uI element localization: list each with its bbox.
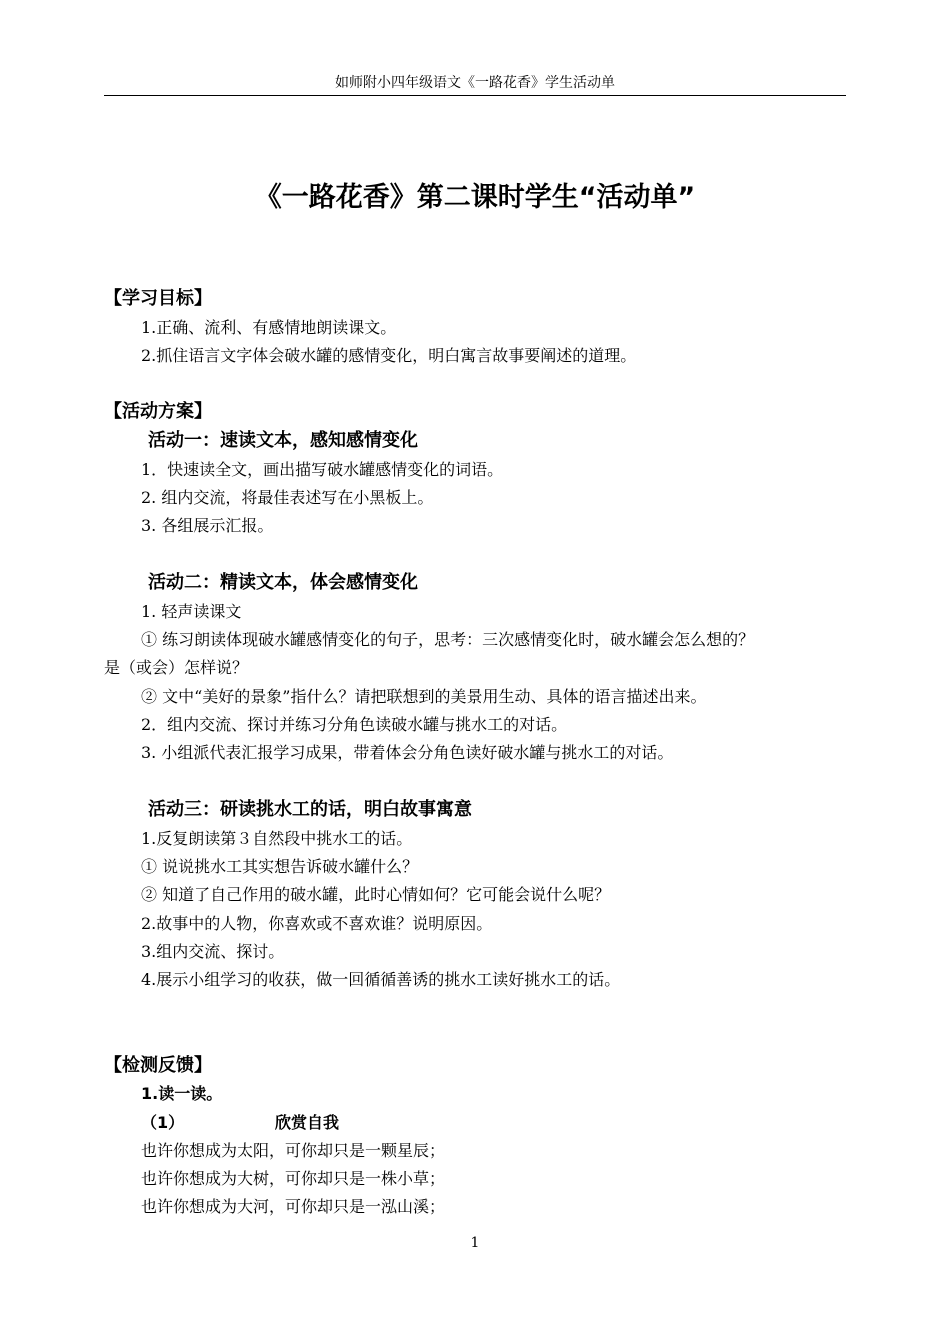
activity2-line: 2．组内交流、探讨并练习分角色读破水罐与挑水工的对话。: [141, 715, 568, 734]
activity3-title: 活动三：研读挑水工的话，明白故事寓意: [148, 799, 472, 820]
poem-line: 也许你想成为大河，可你却只是一泓山溪；: [141, 1197, 446, 1216]
document-title: 《一路花香》第二课时学生“活动单”: [254, 182, 696, 213]
activity1-line: 2. 组内交流，将最佳表述写在小黑板上。: [141, 488, 434, 507]
poem-title: 欣赏自我: [275, 1113, 340, 1132]
poem-number: （1）: [141, 1113, 185, 1132]
feedback-item-1: 1.读一读。: [141, 1084, 223, 1103]
activity3-line: ① 说说挑水工其实想告诉破水罐什么？: [141, 857, 419, 876]
activity1-line: 1．快速读全文，画出描写破水罐感情变化的词语。: [141, 460, 504, 479]
goal-item: 1.正确、流利、有感情地朗读课文。: [141, 318, 397, 337]
section-heading-feedback: 【检测反馈】: [104, 1055, 212, 1076]
activity2-line: ① 练习朗读体现破水罐感情变化的句子，思考：三次感情变化时，破水罐会怎么想的？: [141, 630, 755, 649]
activity3-line: 2.故事中的人物，你喜欢或不喜欢谁？说明原因。: [141, 914, 493, 933]
activity2-title: 活动二：精读文本，体会感情变化: [148, 572, 418, 593]
activity2-line: ② 文中“美好的景象”指什么？请把联想到的美景用生动、具体的语言描述出来。: [141, 687, 707, 706]
activity2-line: 1. 轻声读课文: [141, 602, 242, 621]
page-number: 1: [470, 1235, 480, 1251]
activity2-line: 是（或会）怎样说？: [104, 658, 249, 677]
activity3-line: 3.组内交流、探讨。: [141, 942, 285, 961]
activity3-line: 1.反复朗读第３自然段中挑水工的话。: [141, 829, 413, 848]
header-rule: [104, 95, 846, 96]
goal-item: 2.抓住语言文字体会破水罐的感情变化，明白寓言故事要阐述的道理。: [141, 346, 637, 365]
activity1-title: 活动一：速读文本，感知感情变化: [148, 430, 418, 451]
poem-line: 也许你想成为大树，可你却只是一株小草；: [141, 1169, 446, 1188]
poem-line: 也许你想成为太阳，可你却只是一颗星辰；: [141, 1141, 446, 1160]
page-header: 如师附小四年级语文《一路花香》学生活动单: [335, 75, 615, 91]
activity3-line: 4.展示小组学习的收获，做一回循循善诱的挑水工读好挑水工的话。: [141, 970, 621, 989]
activity1-line: 3. 各组展示汇报。: [141, 516, 274, 535]
section-heading-plan: 【活动方案】: [104, 401, 212, 422]
activity2-line: 3. 小组派代表汇报学习成果，带着体会分角色读好破水罐与挑水工的对话。: [141, 743, 674, 762]
activity3-line: ② 知道了自己作用的破水罐，此时心情如何？它可能会说什么呢？: [141, 885, 611, 904]
section-heading-goals: 【学习目标】: [104, 288, 212, 309]
